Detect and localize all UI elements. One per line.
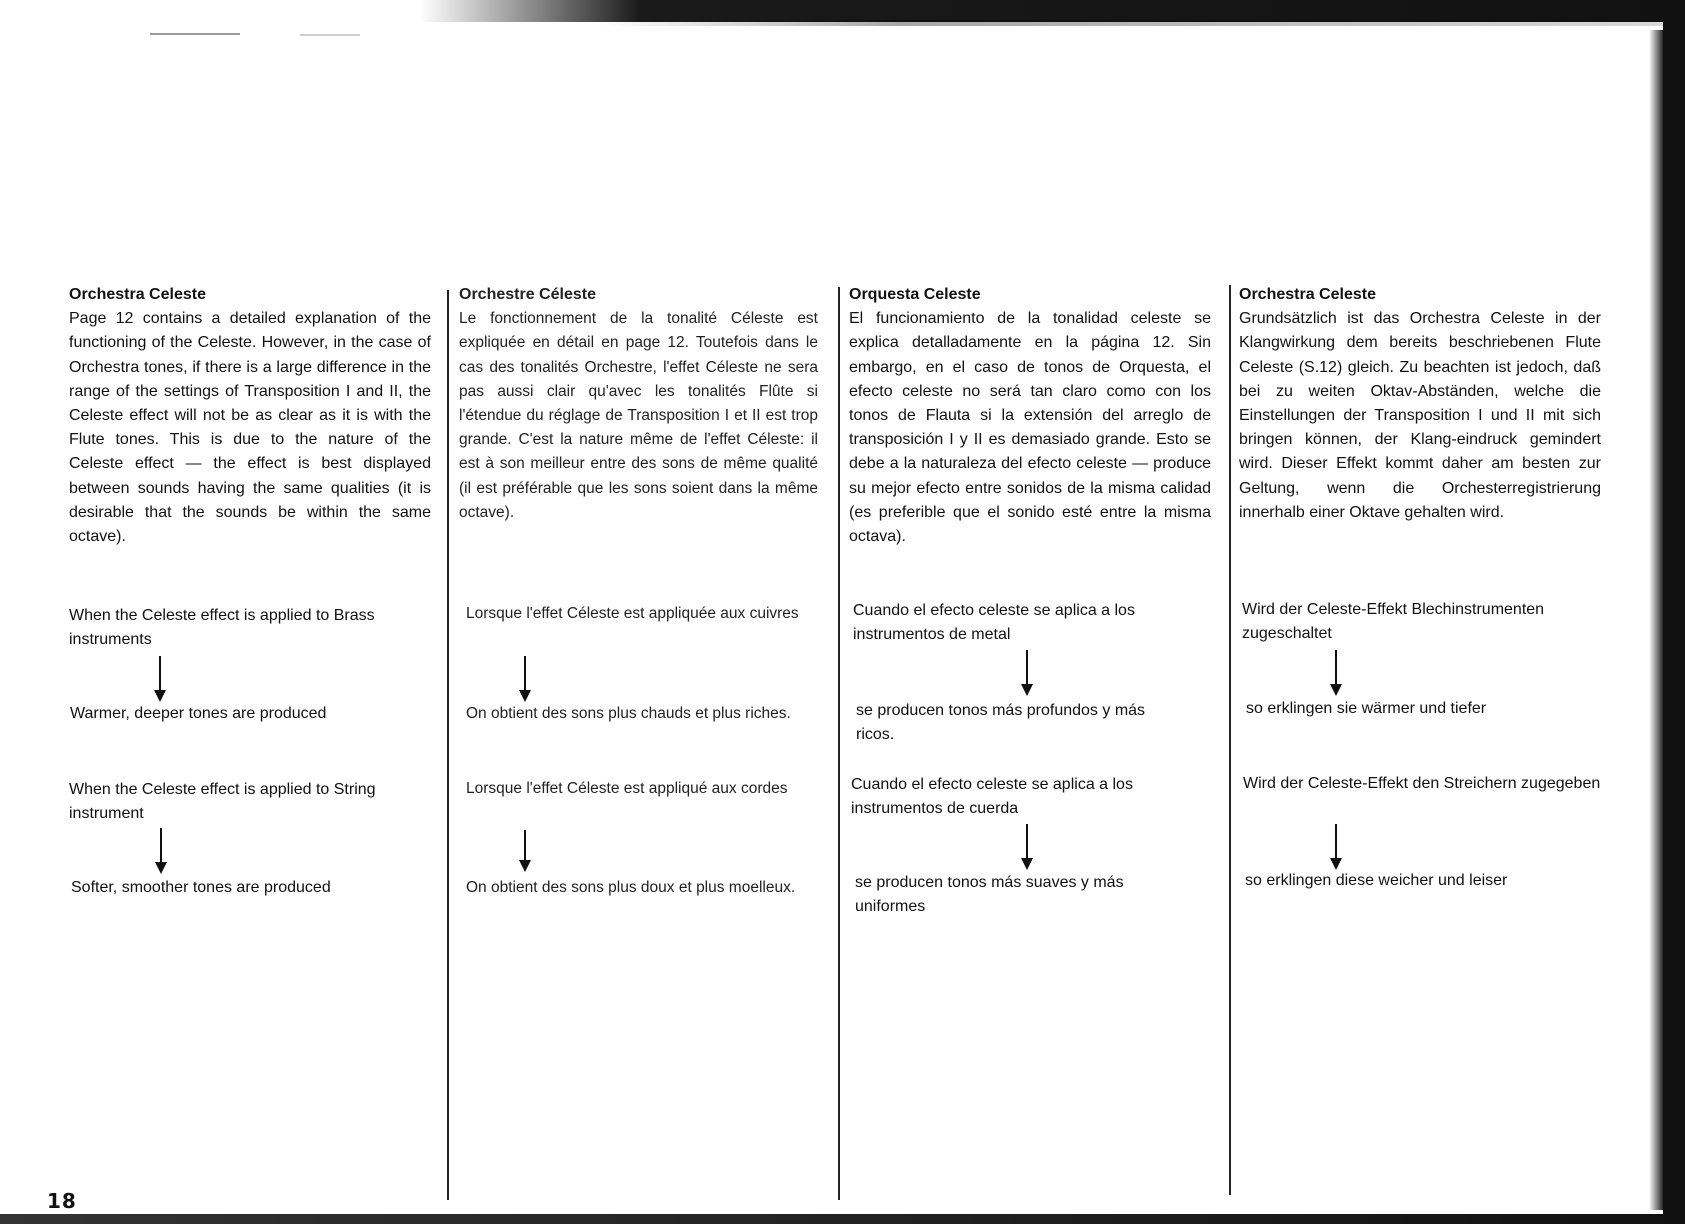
scan-shadow-top xyxy=(0,0,1685,22)
brass-condition: Cuando el efecto celeste se aplica a los instrumentos de metal xyxy=(853,602,1135,644)
column-divider xyxy=(447,290,449,1200)
brass-condition: When the Celeste effect is applied to Brass instruments xyxy=(69,607,375,649)
section-body: Le fonctionnement de la tonalité Céleste est expliquée en détail en page 12. Toutefois dans le cas des tonalités Orchestre, l'effet Céleste ne sera pas aussi clair qu'avec les tonalités Flûte si l'étendue du réglage de Transposition I et II est trop grande. C'est la nature même de l'effet Céleste: il est à son meilleur entre des sons de même qualité (il est préférable que les sons soient dans la même octave). xyxy=(459,310,818,521)
down-arrow-icon xyxy=(1335,824,1337,868)
column-divider xyxy=(1229,285,1231,1195)
scan-speck xyxy=(300,34,360,36)
down-arrow-icon xyxy=(524,830,526,870)
string-result: se producen tonos más suaves y más uniformes xyxy=(855,874,1124,916)
scan-shadow-right-inner xyxy=(1649,30,1663,1210)
down-arrow-icon xyxy=(1026,650,1028,694)
scan-shadow-bottom xyxy=(0,1214,1685,1224)
brass-result: Warmer, deeper tones are produced xyxy=(70,705,327,722)
string-condition: Cuando el efecto celeste se aplica a los instrumentos de cuerda xyxy=(851,776,1133,818)
section-body: Page 12 contains a detailed explanation of the functioning of the Celeste. However, in the case of Orchestra tones, if there is a large difference in the range of the settings of Transposition I and II, the Celeste effect will not be as clear as it is with the Flute tones. This is due to the nature of the Celeste effect — the effect is best displayed between sounds having the same qualities (it is desirable that the sounds be within the same octave). xyxy=(69,310,431,546)
string-condition: Lorsque l'effet Céleste est appliqué aux cordes xyxy=(466,780,788,797)
page-number: 18 xyxy=(47,1189,77,1213)
column-french xyxy=(459,283,818,525)
string-result: so erklingen diese weicher und leiser xyxy=(1245,872,1508,889)
down-arrow-icon xyxy=(159,656,161,700)
down-arrow-icon xyxy=(160,828,162,872)
column-divider xyxy=(838,287,840,1200)
string-result: Softer, smoother tones are produced xyxy=(71,879,331,896)
section-heading: Orchestra Celeste xyxy=(1239,286,1376,303)
string-result: On obtient des sons plus doux et plus moelleux. xyxy=(466,879,796,896)
column-spanish xyxy=(849,283,1211,549)
string-condition: When the Celeste effect is applied to String instrument xyxy=(69,781,376,823)
column-english xyxy=(69,283,431,549)
brass-result: On obtient des sons plus chauds et plus riches. xyxy=(466,705,791,722)
section-heading: Orchestre Céleste xyxy=(459,286,596,303)
scan-speck xyxy=(150,33,240,35)
brass-condition: Lorsque l'effet Céleste est appliquée aux cuivres xyxy=(466,605,799,622)
section-heading: Orchestra Celeste xyxy=(69,286,206,303)
scan-shadow-top-edge xyxy=(0,20,1685,26)
scan-shadow-right xyxy=(1663,0,1685,1224)
brass-result: se producen tonos más profundos y más ricos. xyxy=(856,702,1146,744)
brass-condition: Wird der Celeste-Effekt Blechinstrumenten zugeschaltet xyxy=(1242,601,1545,643)
section-body: Grundsätzlich ist das Orchestra Celeste in der Klangwirkung dem bereits beschriebenen Flute Celeste (S.12) gleich. Zu beachten ist jedoch, daß bei zu weiten Oktav-Abständen, welche die Einstellungen der Transposition I und II mit sich bringen können, der Klang-eindruck gemindert wird. Dieser Effekt kommt daher am besten zur Geltung, wenn die Orchesterregistrierung innerhalb einer Oktave gehalten wird. xyxy=(1239,310,1601,521)
brass-result: so erklingen sie wärmer und tiefer xyxy=(1246,700,1487,717)
column-german xyxy=(1239,283,1601,525)
down-arrow-icon xyxy=(1026,824,1028,868)
down-arrow-icon xyxy=(524,656,526,700)
section-body: El funcionamiento de la tonalidad celeste se explica detalladamente en la página 12. Sin embargo, en el caso de tonos de Orquesta, el efecto celeste no será tan claro como con los tonos de Flauta si la extensión del arreglo de transposición I y II es demasiado grande. Esto se debe a la naturaleza del efecto celeste — produce su mejor efecto entre sonidos de la misma calidad (es preferible que el sonido esté entre la misma octava). xyxy=(849,310,1211,546)
string-condition: Wird der Celeste-Effekt den Streichern zugegeben xyxy=(1243,775,1601,792)
section-heading: Orquesta Celeste xyxy=(849,286,981,303)
down-arrow-icon xyxy=(1335,650,1337,694)
